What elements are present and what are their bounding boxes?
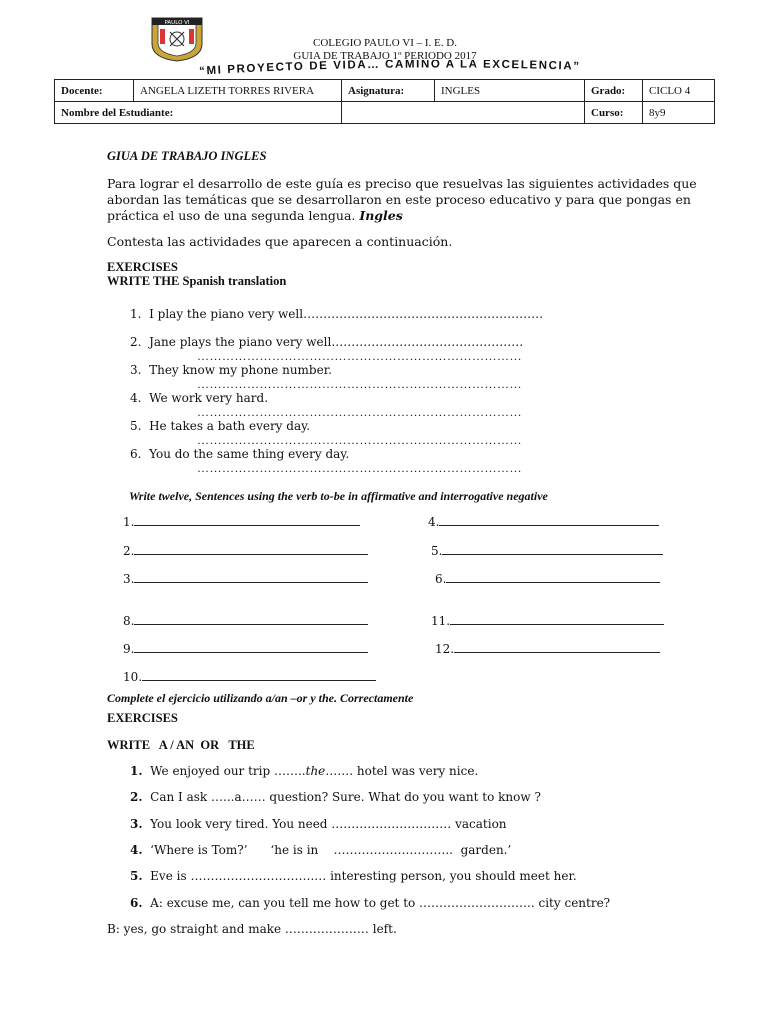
article-item: 2. Can I ask …...a…… question? Sure. What do you want to know ? xyxy=(130,790,541,804)
intro-line-3: práctica el uso de una segunda lengua. Ingles xyxy=(107,208,403,223)
exercises-heading-2: EXERCISES xyxy=(107,711,178,725)
sentence-line[interactable]: 6. xyxy=(435,571,660,586)
articles-instruction: Complete el ejercicio utilizando a/an –or y the. Correctamente xyxy=(107,691,414,705)
sentence-line[interactable]: 12. xyxy=(435,641,660,656)
answer-line[interactable]: …………………………………………………………………… xyxy=(197,377,522,391)
exercises-heading-1: EXERCISES xyxy=(107,260,178,274)
intro-line-2: abordan las temáticas que se desarrollaron en este proceso educativo y para que pongas en xyxy=(107,192,691,207)
article-last-line: B: yes, go straight and make ………………… left. xyxy=(107,922,397,936)
info-table xyxy=(54,79,715,124)
sentence-line[interactable]: 9. xyxy=(123,641,368,656)
intro-instruction: Contesta las actividades que aparecen a continuación. xyxy=(107,234,453,249)
translation-item: 4. We work very hard. xyxy=(130,391,269,405)
svg-text:PAULO VI: PAULO VI xyxy=(164,20,190,26)
answer-line[interactable]: …………………………………………………………………… xyxy=(197,349,522,363)
sentences-instruction: Write twelve, Sentences using the verb to-be in affirmative and interrogative negative xyxy=(129,489,548,503)
sentence-line[interactable]: 8. xyxy=(123,613,368,628)
sentence-line[interactable]: 11. xyxy=(431,613,664,628)
grado-value: CICLO 4 xyxy=(643,80,715,102)
docente-value: ANGELA LIZETH TORRES RIVERA xyxy=(134,80,342,102)
answer-line[interactable]: …………………………………………………………………… xyxy=(197,433,522,447)
article-item: 5. Eve is ………………………….… interesting person, you should meet her. xyxy=(130,869,577,883)
curso-label: Curso: xyxy=(585,102,643,124)
answer-line[interactable]: …………………………………………………………………… xyxy=(197,405,522,419)
translation-item: 2. Jane plays the piano very well………………………………………… xyxy=(130,335,524,349)
asignatura-label: Asignatura: xyxy=(342,80,435,102)
grado-label: Grado: xyxy=(585,80,643,102)
sentence-line[interactable]: 2. xyxy=(123,543,368,558)
sentence-line[interactable]: 3. xyxy=(123,571,368,586)
sentence-line[interactable]: 1. xyxy=(123,514,360,529)
translation-heading: WRITE THE Spanish translation xyxy=(107,274,287,288)
asignatura-value: INGLES xyxy=(435,80,585,102)
answer-line[interactable]: …………………………………………………………………… xyxy=(197,461,522,475)
sentence-line[interactable]: 10. xyxy=(123,669,376,684)
filled-answer[interactable]: the xyxy=(305,764,326,778)
translation-item: 3. They know my phone number. xyxy=(130,363,332,377)
article-item: 1. We enjoyed our trip ……..the……. hotel was very nice. xyxy=(130,764,479,778)
translation-item: 1. I play the piano very well…………………………………………………… xyxy=(130,307,544,321)
intro-line-1: Para lograr el desarrollo de este guía es preciso que resuelvas las siguientes actividades que xyxy=(107,176,697,191)
guide-title: GUIA DE TRABAJO 1º PERIODO 2017 xyxy=(293,50,477,62)
svg-text:“MI PROYECTO DE VIDA… CAMINO A: “MI PROYECTO DE VIDA… CAMINO A LA EXCELENCIA” xyxy=(198,60,581,78)
intro-bold: Ingles xyxy=(359,208,403,223)
student-name-field[interactable] xyxy=(342,102,585,124)
school-name: COLEGIO PAULO VI – I. E. D. xyxy=(313,37,457,49)
translation-item: 6. You do the same thing every day. xyxy=(130,447,350,461)
article-item: 4. ‘Where is Tom?’ ‘he is in ……………….……….. garden.’ xyxy=(130,843,512,857)
article-item: 3. You look very tired. You need ………………………… vacation xyxy=(130,817,507,831)
sentence-line[interactable]: 4. xyxy=(428,514,659,529)
student-label: Nombre del Estudiante: xyxy=(55,102,342,124)
sentence-line[interactable]: 5. xyxy=(431,543,663,558)
translation-item: 5. He takes a bath every day. xyxy=(130,419,311,433)
articles-heading: WRITE A / AN OR THE xyxy=(107,738,255,752)
docente-label: Docente: xyxy=(55,80,134,102)
curso-value: 8y9 xyxy=(643,102,715,124)
guide-heading: GIUA DE TRABAJO INGLES xyxy=(107,149,267,163)
article-item: 6. A: excuse me, can you tell me how to get to ……………………….. city centre? xyxy=(130,896,611,910)
